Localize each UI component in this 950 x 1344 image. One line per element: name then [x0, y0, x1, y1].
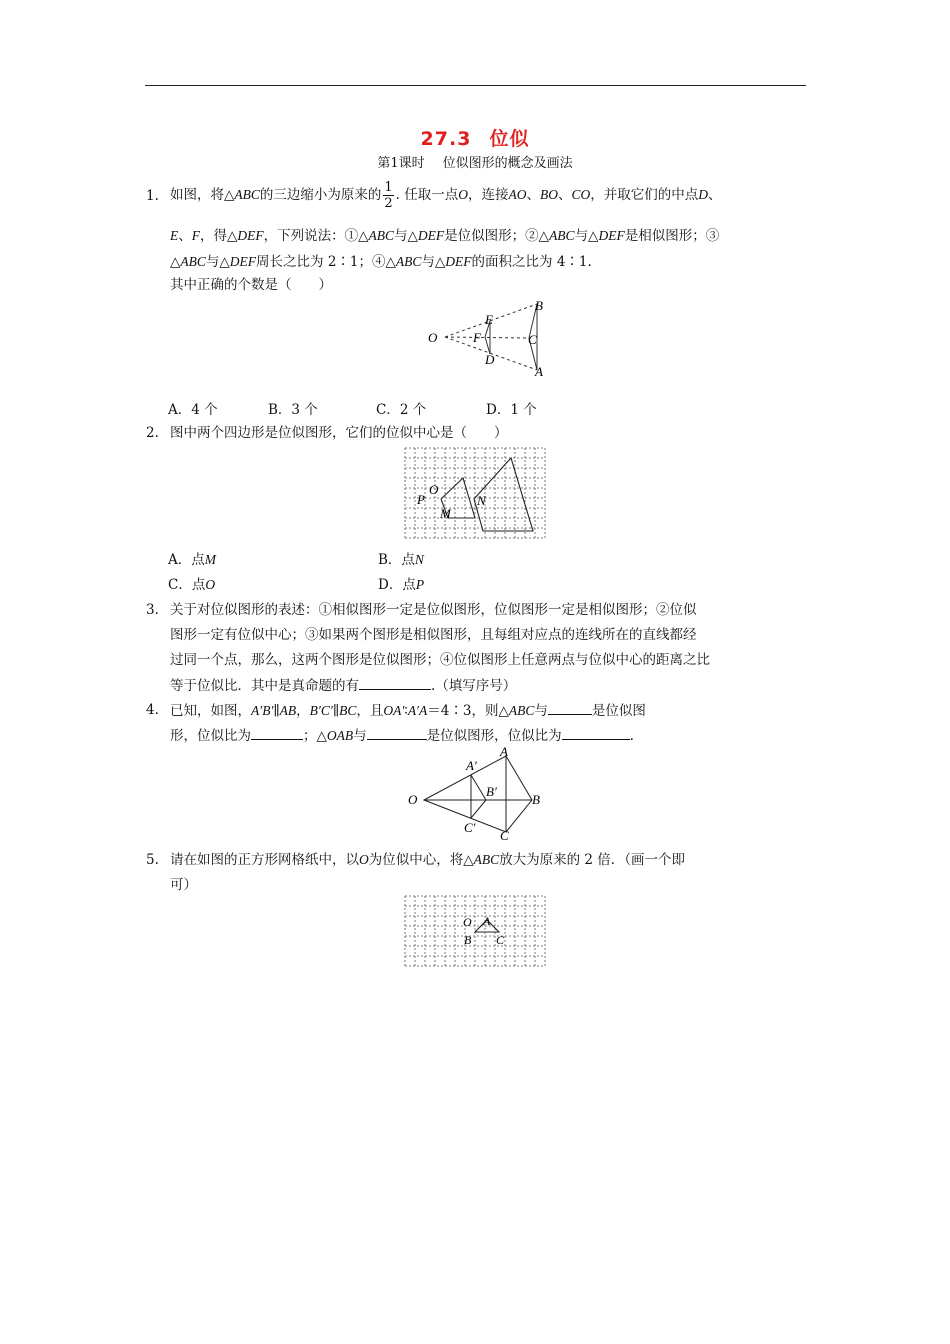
q1-text: 、 [558, 187, 572, 203]
q4-text: ∶ [404, 703, 408, 719]
q5-text: 为位似中心，将△ [368, 852, 474, 868]
q4-var: BC [339, 703, 357, 718]
q1-text: 的三边缩小为原来的 [259, 187, 382, 203]
subtitle-lesson: 第1课时 [377, 156, 425, 171]
q2-option-b-text: B．点 [378, 552, 415, 568]
q4-text: 与 [353, 728, 367, 744]
q4-blank-2[interactable] [251, 725, 303, 740]
q2-figure [403, 446, 547, 543]
q2-option-b-var: N [414, 552, 424, 567]
q1-var: ABC [234, 187, 260, 202]
q4-text: ，且 [356, 703, 384, 719]
q5-text: 请在如图的正方形网格纸中，以 [170, 852, 359, 868]
q5-var: O [359, 852, 369, 867]
q3-line-1: 关于对位似图形的表述：①相似图形一定是位似图形，位似图形一定是相似图形；②位似 [170, 602, 697, 618]
q2-line-1: 图中两个四边形是位似图形，它们的位似中心是（ ） [170, 425, 508, 441]
q1-line-4: 其中正确的个数是（ ） [170, 277, 332, 293]
q4-var: A′A [407, 703, 428, 718]
q4-label-b: B [532, 792, 540, 807]
q4-var: ABC [508, 703, 535, 718]
q1-label-c: C [528, 332, 537, 347]
q5-label-a: A [483, 914, 491, 928]
q4-text: 已知，如图， [170, 703, 251, 719]
q4-label-a-prime: A′ [466, 758, 477, 773]
q4-var: B′C′ [309, 703, 333, 718]
q4-text: 是位似图 [591, 703, 646, 719]
q4-text: ， [296, 703, 310, 719]
q1-label-a: A [535, 364, 543, 379]
q2-label-o: O [429, 482, 439, 497]
q1-var: BO [540, 187, 559, 202]
q1-number: 1. [146, 188, 159, 204]
q5-text: 放大为原来的 2 倍．（画一个即 [499, 852, 686, 868]
q1-var: ABC [549, 228, 575, 243]
q1-option-a[interactable]: A．4 个 [168, 402, 218, 418]
q1-text: 、 [526, 187, 541, 203]
q2-option-c-text: C．点 [168, 577, 206, 593]
q4-label-a: A [500, 746, 508, 759]
q1-var: CO [571, 187, 591, 202]
q4-blank-4[interactable] [562, 725, 630, 740]
fraction-denominator: 2 [384, 196, 393, 211]
q4-text: ＝4∶3，则△ [427, 703, 509, 719]
q1-label-e: E [485, 312, 493, 327]
q1-var: DEF [598, 228, 625, 243]
q5-line-1 [170, 850, 685, 870]
q1-label-b: B [535, 298, 543, 313]
q1-text: ，下列说法：①△ [263, 228, 369, 244]
q1-var: D [698, 187, 709, 202]
q1-text: ，并取它们的中点 [590, 187, 699, 203]
q5-label-b: B [464, 933, 472, 947]
q4-var: OAB [326, 728, 354, 743]
page-subtitle [0, 152, 950, 171]
q4-text: . [629, 728, 634, 744]
q1-var: O [458, 187, 469, 202]
q2-option-b[interactable] [378, 550, 424, 570]
q1-text: . 任取一点 [395, 187, 459, 203]
q4-label-c: C [500, 828, 509, 842]
q3-line-4 [170, 675, 516, 696]
q5-figure [403, 894, 547, 968]
q2-option-c-var: O [205, 577, 216, 592]
q1-var: AO [508, 187, 527, 202]
page-title [0, 124, 950, 151]
q2-label-m: M [440, 506, 451, 521]
fraction-numerator: 1 [384, 180, 393, 195]
q1-var: DEF [237, 228, 264, 243]
q1-text: 与△ [421, 254, 446, 270]
q1-option-d[interactable]: D．1 个 [486, 402, 537, 418]
q2-option-d-var: P [415, 577, 425, 592]
q1-text: 、 [178, 228, 192, 244]
q2-option-a-text: A．点 [168, 552, 205, 568]
q1-var: ABC [368, 228, 395, 243]
q1-text: 与△ [574, 228, 599, 244]
q2-number: 2. [146, 425, 159, 441]
q1-text: 是相似图形；③ [624, 228, 720, 244]
title-text: 位似 [489, 128, 530, 150]
q4-label-o: O [408, 792, 418, 807]
q1-line-2 [170, 226, 719, 246]
q2-option-a[interactable] [168, 550, 216, 570]
q4-text: ∥ [273, 703, 280, 719]
q1-text: ，连接 [468, 187, 509, 203]
q1-var: F [191, 228, 200, 243]
q2-option-a-var: M [204, 552, 216, 567]
q1-var: DEF [229, 254, 257, 269]
q2-label-p: P [417, 492, 425, 507]
q1-text: 是位似图形；②△ [444, 228, 550, 244]
q1-option-b[interactable]: B．3 个 [268, 402, 318, 418]
q1-label-d: D [485, 352, 495, 367]
q3-text: .（填写序号） [431, 678, 517, 694]
q3-number: 3. [146, 602, 159, 618]
fraction-half [383, 180, 393, 211]
q1-option-c[interactable]: C．2 个 [376, 402, 427, 418]
q1-var: E [170, 228, 179, 243]
q1-text: 的面积之比为 4∶1. [471, 254, 592, 270]
q4-number: 4. [146, 702, 159, 718]
q2-option-d-text: D．点 [378, 577, 416, 593]
q1-line-3 [170, 252, 592, 272]
q5-label-c: C [496, 933, 505, 947]
q4-line-1 [170, 700, 646, 721]
q4-label-c-prime: C′ [464, 820, 476, 835]
q1-text: ，得△ [200, 228, 238, 244]
q3-text: 等于位似比．其中是真命题的有 [170, 678, 359, 694]
q1-label-o: O [428, 330, 438, 345]
q4-blank-3[interactable] [367, 725, 427, 740]
q4-var: A′B′ [251, 703, 274, 718]
title-number: 27.3 [420, 128, 472, 150]
q4-blank-1[interactable] [548, 700, 592, 715]
q1-text: 、 [708, 187, 722, 203]
header-rule [145, 85, 806, 86]
q4-line-2 [170, 725, 634, 746]
q5-number: 5. [146, 852, 159, 868]
q1-text: 周长之比为 2∶1；④△ [256, 254, 396, 270]
q1-var: ABC [180, 254, 206, 269]
q2-option-c[interactable] [168, 575, 215, 595]
q1-var: DEF [445, 254, 472, 269]
q4-label-b-prime: B′ [486, 784, 497, 799]
q4-figure [404, 746, 544, 842]
q1-text: 与△ [394, 228, 418, 244]
q2-option-d[interactable] [378, 575, 424, 595]
q1-label-f: F [473, 330, 481, 345]
q3-answer-blank[interactable] [359, 675, 431, 690]
subtitle-topic: 位似图形的概念及画法 [442, 156, 573, 171]
q4-var: AB [279, 703, 297, 718]
q4-text: 形，位似比为 [170, 728, 251, 744]
q1-text: 与△ [205, 254, 230, 270]
q2-label-n: N [477, 493, 486, 508]
q1-var: DEF [417, 228, 445, 243]
q1-var: ABC [395, 254, 422, 269]
q3-line-2: 图形一定有位似中心；③如果两个图形是相似图形，且每组对应点的连线所在的直线都经 [170, 627, 697, 643]
q4-text: 与 [534, 703, 548, 719]
q1-text: △ [170, 254, 181, 270]
q4-text: ∥ [332, 703, 340, 719]
q1-text: 如图，将△ [170, 187, 235, 203]
q5-label-o: O [463, 915, 472, 929]
q5-var: ABC [473, 852, 500, 867]
q4-var: OA′ [383, 703, 405, 718]
q4-text: 是位似图形，位似比为 [426, 728, 562, 744]
q4-text: ；△ [303, 728, 327, 744]
q5-line-2: 可） [170, 877, 197, 893]
q1-figure [425, 298, 555, 380]
q1-line-1 [170, 180, 722, 211]
q3-line-3: 过同一个点，那么，这两个图形是位似图形；④位似图形上任意两点与位似中心的距离之比 [170, 652, 710, 668]
